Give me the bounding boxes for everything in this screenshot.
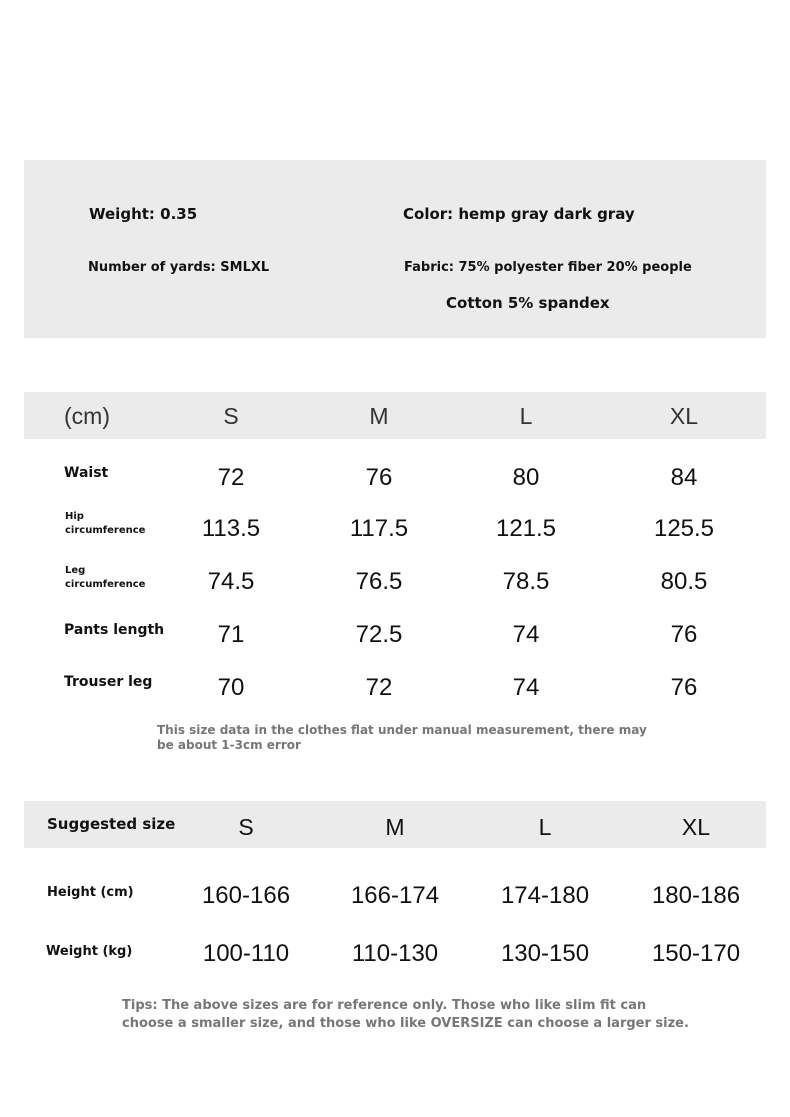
size-header-xl: XL <box>669 403 699 429</box>
row-label-weight: Weight (kg) <box>46 944 133 959</box>
table-cell: 180-186 <box>651 882 741 909</box>
row-label-pants-length: Pants length <box>64 622 165 638</box>
table-cell: 76 <box>365 464 393 491</box>
weight-info: Weight: 0.35 <box>89 205 198 223</box>
table-cell: 130-150 <box>500 940 590 967</box>
size-header-s: S <box>223 403 239 429</box>
table-cell: 74 <box>512 674 540 701</box>
fabric-info-line2: Cotton 5% spandex <box>446 294 610 312</box>
fabric-info-line1: Fabric: 75% polyester fiber 20% people <box>404 260 692 275</box>
row-label-height: Height (cm) <box>47 885 134 900</box>
table-cell: 121.5 <box>495 515 557 542</box>
size-header-m: M <box>369 403 389 429</box>
table-cell: 166-174 <box>350 882 440 909</box>
size-header-l: L <box>519 403 533 429</box>
table-cell: 76 <box>670 621 698 648</box>
table-cell: 125.5 <box>653 515 715 542</box>
table-cell: 70 <box>217 674 245 701</box>
suggested-size-label: Suggested size <box>47 815 176 833</box>
table-cell: 72.5 <box>355 621 403 648</box>
suggest-header-m: M <box>385 814 405 840</box>
table-cell: 78.5 <box>502 568 550 595</box>
table-cell: 72 <box>365 674 393 701</box>
product-info-panel <box>24 160 766 338</box>
table-cell: 74 <box>512 621 540 648</box>
size-table-header <box>24 392 766 439</box>
table-cell: 84 <box>670 464 698 491</box>
row-label-trouser-leg: Trouser leg <box>64 674 153 690</box>
table-cell: 110-130 <box>351 940 439 967</box>
table-cell: 117.5 <box>349 515 409 542</box>
table-cell: 100-110 <box>202 940 290 967</box>
row-label-hip-line2: circumference <box>65 525 146 536</box>
yards-info: Number of yards: SMLXL <box>88 260 270 275</box>
table-cell: 72 <box>217 464 245 491</box>
sizing-tips: Tips: The above sizes are for reference only. Those who like slim fit can choose a smaller size, and those who like OVERSIZE can choose a larger size. <box>122 998 689 1031</box>
measurement-note: This size data in the clothes flat under manual measurement, there may be about 1-3cm error <box>157 723 647 752</box>
suggest-header-xl: XL <box>681 814 711 840</box>
table-cell: 80.5 <box>660 568 708 595</box>
row-label-hip-line1: Hip <box>65 511 84 522</box>
suggest-header-s: S <box>238 814 254 840</box>
unit-label: (cm) <box>64 403 110 429</box>
table-cell: 76 <box>670 674 698 701</box>
suggest-header-l: L <box>538 814 552 840</box>
table-cell: 160-166 <box>201 882 291 909</box>
table-cell: 74.5 <box>207 568 255 595</box>
table-cell: 113.5 <box>201 515 261 542</box>
table-cell: 150-170 <box>651 940 741 967</box>
table-cell: 76.5 <box>355 568 403 595</box>
table-cell: 80 <box>512 464 540 491</box>
table-cell: 174-180 <box>500 882 590 909</box>
row-label-leg-line2: circumference <box>65 579 146 590</box>
row-label-waist: Waist <box>64 465 109 481</box>
row-label-leg <box>65 564 145 592</box>
row-label-hip <box>65 510 145 538</box>
color-info: Color: hemp gray dark gray <box>403 205 635 223</box>
row-label-leg-line1: Leg <box>65 565 86 576</box>
table-cell: 71 <box>217 621 245 648</box>
